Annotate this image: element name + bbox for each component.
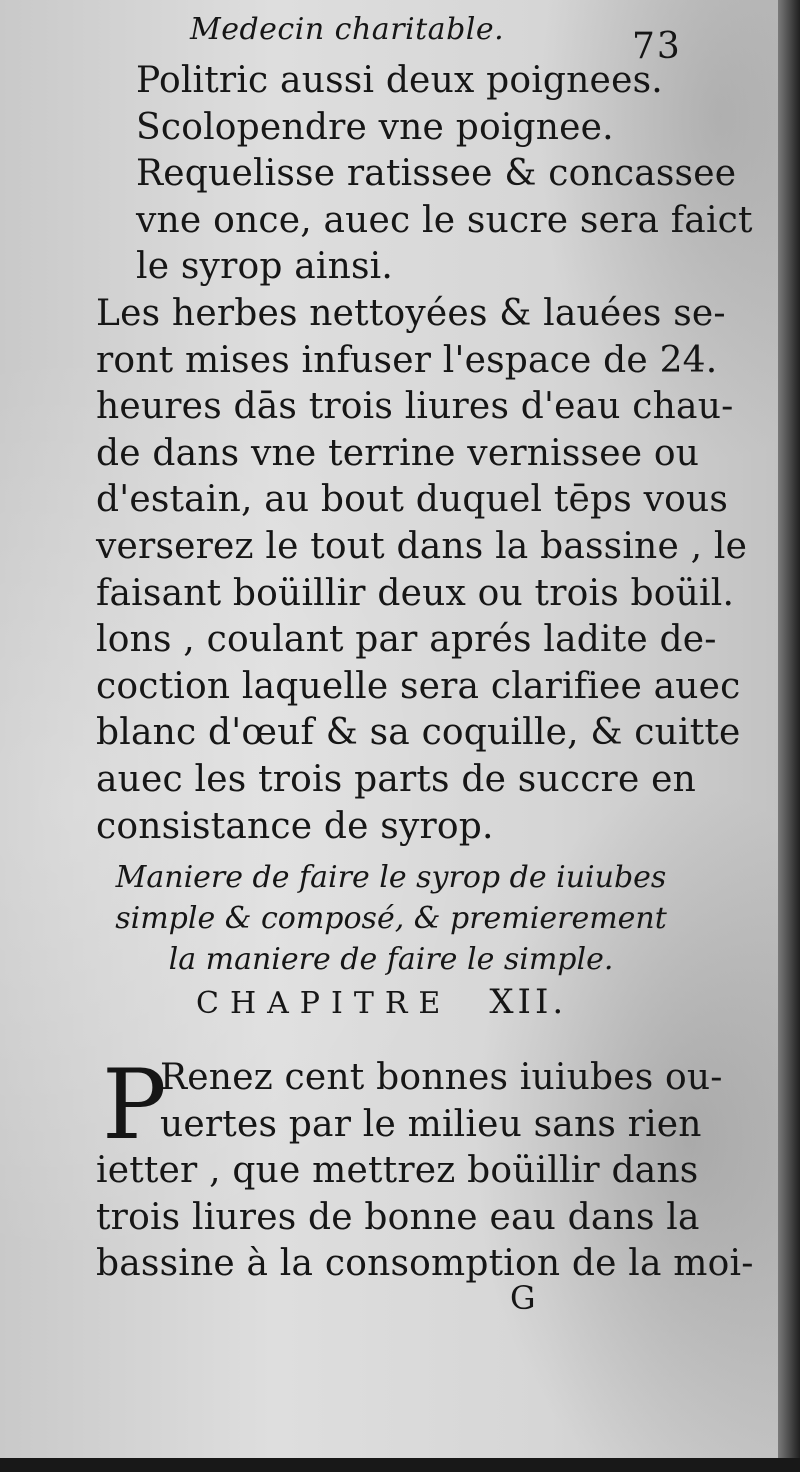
page-bottom-edge bbox=[0, 1458, 800, 1472]
text-line: de dans vne terrine vernissee ou bbox=[96, 432, 700, 474]
text-line: coction laquelle sera clarifiee auec bbox=[96, 665, 741, 707]
text-line: heures dās trois liures d'eau chau- bbox=[96, 386, 734, 428]
text-line: Les herbes nettoyées & lauées se- bbox=[96, 293, 726, 334]
text-line: auec les trois parts de succre en bbox=[96, 758, 697, 800]
text-line: ietter , que mettrez boüillir dans bbox=[96, 1150, 699, 1192]
chapter-word: CHAPITRE bbox=[196, 986, 452, 1021]
paragraph-preparation bbox=[0, 291, 782, 850]
text-line: faisant boüillir deux ou trois boüil. bbox=[96, 572, 735, 614]
drop-cap: P bbox=[102, 1049, 167, 1161]
ingredient-list bbox=[0, 58, 782, 291]
heading-line: la maniere de faire le simple. bbox=[168, 942, 614, 977]
paragraph-recipe bbox=[0, 1049, 782, 1288]
text-line: Renez cent bonnes iuiubes ou- bbox=[160, 1057, 723, 1098]
list-line: Requelisse ratissee & concassee bbox=[136, 153, 737, 195]
list-line: Politric aussi deux poignees. bbox=[136, 60, 663, 101]
list-line: vne once, auec le sucre sera faict bbox=[136, 199, 753, 241]
page-edge-shadow bbox=[778, 0, 800, 1472]
heading-line: simple & composé, & premierement bbox=[115, 901, 667, 936]
text-line: blanc d'œuf & sa coquille, & cuitte bbox=[96, 712, 741, 754]
text-line: uertes par le milieu sans rien bbox=[160, 1103, 702, 1145]
chapter-number: XII. bbox=[489, 982, 568, 1022]
page-number: 73 bbox=[632, 26, 682, 67]
text-line: lons , coulant par aprés ladite de- bbox=[96, 619, 717, 661]
text-line: verserez le tout dans la bassine , le bbox=[96, 525, 748, 567]
list-line: Scolopendre vne poignee. bbox=[136, 106, 614, 148]
text-line: d'estain, au bout duquel tēps vous bbox=[96, 479, 729, 521]
chapter-label bbox=[196, 982, 567, 1022]
running-title: Medecin charitable. bbox=[190, 12, 505, 47]
text-line: consistance de syrop. bbox=[96, 805, 494, 847]
heading-line: Maniere de faire le syrop de iuiubes bbox=[115, 860, 667, 895]
signature-mark: G bbox=[510, 1279, 536, 1317]
list-line: le syrop ainsi. bbox=[136, 246, 394, 288]
chapter-heading bbox=[0, 857, 782, 980]
text-line: trois liures de bonne eau dans la bbox=[96, 1196, 700, 1238]
text-line: bassine à la consomption de la moi- bbox=[96, 1243, 754, 1285]
text-line: ront mises infuser l'espace de 24. bbox=[96, 339, 718, 381]
